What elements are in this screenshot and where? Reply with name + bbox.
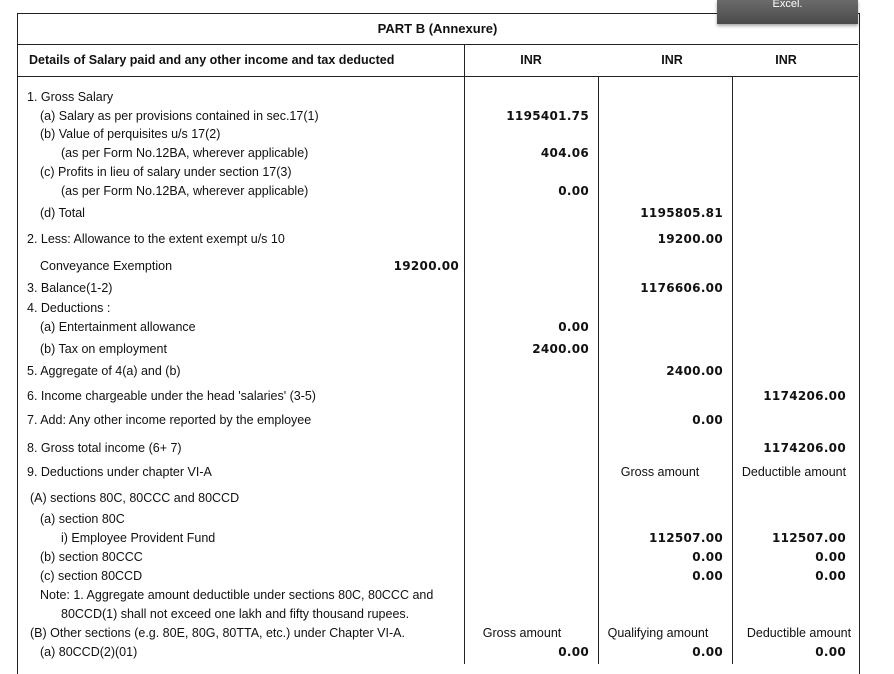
value-aggregate: 2400.00 [666, 364, 723, 378]
row-deductions: 4. Deductions : [27, 301, 111, 315]
header-col1: INR [520, 53, 542, 67]
value-80ccd-2-gross: 0.00 [558, 645, 589, 659]
header-col3: INR [775, 53, 797, 67]
row-epf: i) Employee Provident Fund [61, 531, 216, 545]
row-entertainment: (a) Entertainment allowance [40, 320, 196, 334]
row-allowance-exempt: 2. Less: Allowance to the extent exempt u/s 10 [27, 232, 285, 246]
row-other-income: 7. Add: Any other income reported by the employee [27, 413, 312, 427]
row-perquisites: (b) Value of perquisites u/s 17(2) [40, 127, 221, 141]
title-divider [17, 44, 858, 45]
row-section-B: (B) Other sections (e.g. 80E, 80G, 80TTA, etc.) under Chapter VI-A. [30, 626, 405, 640]
row-perquisites-note: (as per Form No.12BA, wherever applicable) [61, 146, 309, 160]
page-title: PART B (Annexure) [377, 21, 498, 36]
row-tax-employment: (b) Tax on employment [40, 342, 167, 356]
value-80ccd-gross: 0.00 [692, 569, 723, 583]
row-gross-total: 8. Gross total income (6+ 7) [27, 441, 182, 455]
value-income-salaries: 1174206.00 [763, 389, 846, 403]
value-tax-employment: 2400.00 [532, 342, 589, 356]
row-profits: (c) Profits in lieu of salary under section 17(3) [40, 165, 292, 179]
row-income-salaries: 6. Income chargeable under the head 'salaries' (3-5) [27, 389, 316, 403]
value-80ccd-deductible: 0.00 [815, 569, 846, 583]
value-80ccc-deductible: 0.00 [815, 550, 846, 564]
value-80ccd-2-deductible: 0.00 [815, 645, 846, 659]
row-chapter-via: 9. Deductions under chapter VI-A [27, 465, 212, 479]
note-line-1: Note: 1. Aggregate amount deductible under sections 80C, 80CCC and [40, 588, 434, 602]
value-conveyance: 19200.00 [393, 259, 459, 273]
value-80ccd-2-qualifying: 0.00 [692, 645, 723, 659]
header-col2: INR [661, 53, 683, 67]
header-details: Details of Salary paid and any other income and tax deducted [29, 53, 395, 67]
value-total: 1195805.81 [640, 206, 723, 220]
row-total: (d) Total [40, 206, 85, 220]
value-epf-gross: 112507.00 [648, 531, 723, 545]
row-80c: (a) section 80C [40, 512, 125, 526]
header-B-gross: Gross amount [482, 626, 562, 640]
row-section-A: (A) sections 80C, 80CCC and 80CCD [30, 491, 240, 505]
header-B-deductible: Deductible amount [746, 626, 852, 640]
header-deductible-amount: Deductible amount [741, 465, 847, 479]
excel-overlay-label: Excel. [717, 0, 858, 24]
value-salary-17-1: 1195401.75 [506, 109, 589, 123]
value-epf-deductible: 112507.00 [771, 531, 846, 545]
header-B-qualifying: Qualifying amount [607, 626, 709, 640]
row-conveyance: Conveyance Exemption [40, 259, 173, 273]
note-line-2: 80CCD(1) shall not exceed one lakh and fifty thousand rupees. [61, 607, 410, 621]
row-profits-note: (as per Form No.12BA, wherever applicable) [61, 184, 309, 198]
row-gross-salary: 1. Gross Salary [27, 90, 114, 104]
value-80ccc-gross: 0.00 [692, 550, 723, 564]
value-allowance-exempt: 19200.00 [657, 232, 723, 246]
row-80ccd-2: (a) 80CCD(2)(01) [40, 645, 138, 659]
value-other-income: 0.00 [692, 413, 723, 427]
value-perquisites: 404.06 [540, 146, 589, 160]
row-80ccc: (b) section 80CCC [40, 550, 143, 564]
row-salary-17-1: (a) Salary as per provisions contained in sec.17(1) [40, 109, 319, 123]
value-gross-total: 1174206.00 [763, 441, 846, 455]
row-aggregate: 5. Aggregate of 4(a) and (b) [27, 364, 181, 378]
value-balance: 1176606.00 [640, 281, 723, 295]
value-profits: 0.00 [558, 184, 589, 198]
row-balance: 3. Balance(1-2) [27, 281, 113, 295]
row-80ccd: (c) section 80CCD [40, 569, 143, 583]
value-entertainment: 0.00 [558, 320, 589, 334]
header-gross-amount: Gross amount [620, 465, 700, 479]
